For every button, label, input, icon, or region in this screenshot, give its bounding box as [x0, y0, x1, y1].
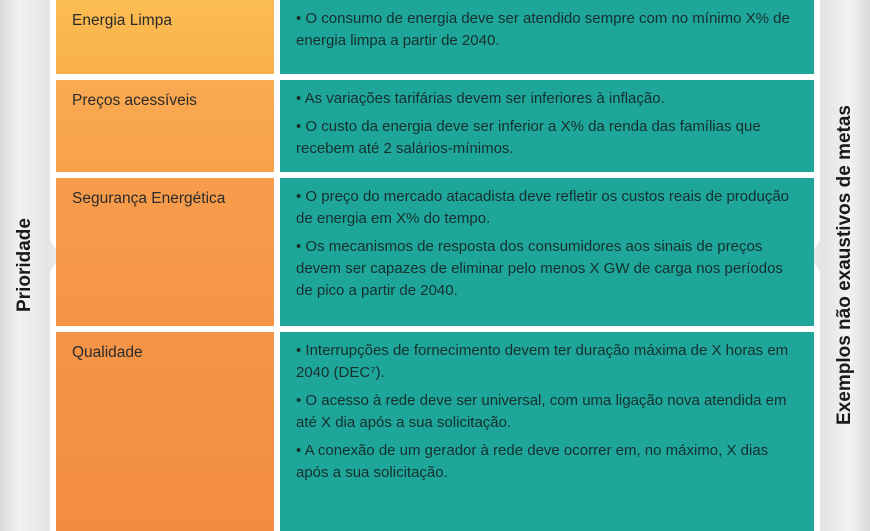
goals-side-label: Exemplos não exaustivos de metas — [834, 105, 855, 425]
priority-cell: Energia Limpa — [56, 0, 274, 74]
row-quality — [56, 332, 814, 531]
row-energy-security — [56, 178, 814, 326]
priority-cell: Preços acessíveis — [56, 80, 274, 172]
goal-item: • O custo da energia deve ser inferior a X% da renda das famílias que recebem até 2 salários-mínimos. — [296, 118, 761, 157]
goal-item: • Interrupções de fornecimento devem ter duração máxima de X horas em 2040 (DEC⁷). — [296, 342, 789, 381]
goal-item: • As variações tarifárias devem ser inferiores à inflação. — [296, 90, 665, 107]
goal-item: • Os mecanismos de resposta dos consumidores aos sinais de preços devem ser capazes de eliminar pelo menos X GW de carga nos períodos de pico a partir de 2040. — [296, 238, 783, 299]
goal-item: • O acesso à rede deve ser universal, com uma ligação nova atendida em até X dia após a sua solicitação. — [296, 392, 787, 431]
row-clean-energy — [56, 0, 814, 74]
goal-item: • A conexão de um gerador à rede deve ocorrer em, no máximo, X dias após a sua solicitação. — [296, 442, 769, 481]
row-affordable-prices — [56, 80, 814, 172]
goal-item: • O preço do mercado atacadista deve refletir os custos reais de produção de energia em X% do tempo. — [296, 188, 790, 227]
goals-cell — [280, 332, 814, 531]
priority-cell: Segurança Energética — [56, 178, 274, 326]
priority-side-label: Prioridade — [14, 218, 35, 312]
goals-cell — [280, 0, 814, 74]
goals-cell — [280, 178, 814, 326]
goals-cell — [280, 80, 814, 172]
goal-item: • O consumo de energia deve ser atendido sempre com no mínimo X% de energia limpa a partir de 2040. — [296, 10, 790, 49]
priority-cell: Qualidade — [56, 332, 274, 531]
